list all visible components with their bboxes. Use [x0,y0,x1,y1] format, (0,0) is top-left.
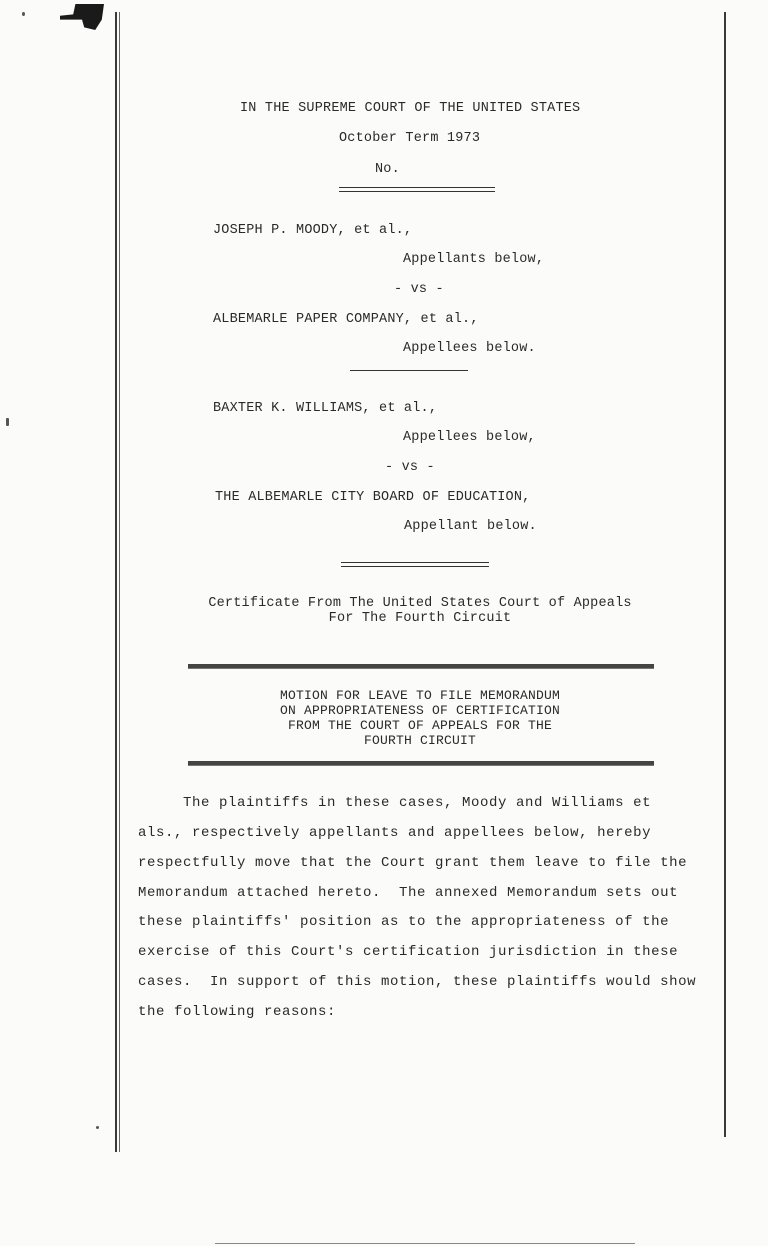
case1-party2: ALBEMARLE PAPER COMPANY, et al., [213,312,479,327]
case2-role1: Appellees below, [403,430,536,445]
case1-party1: JOSEPH P. MOODY, et al., [213,223,413,238]
body-line: the following reasons: [138,1004,337,1020]
case1-role2: Appellees below. [403,341,536,356]
case2-party1: BAXTER K. WILLIAMS, et al., [213,401,438,416]
case2-party2: THE ALBEMARLE CITY BOARD OF EDUCATION, [215,490,531,505]
header-double-rule [339,187,495,192]
scan-speck [6,418,9,426]
left-margin-line [115,12,117,1152]
title-bottom-rule [188,761,654,766]
case-separator-rule [350,370,468,371]
term-line: October Term 1973 [339,131,481,146]
case2-vs: - vs - [385,460,435,475]
right-margin-line [724,12,726,1137]
case1-role1: Appellants below, [403,252,545,267]
body-line: exercise of this Court's certification jurisdiction in these [138,944,679,960]
scan-speck [96,1126,99,1129]
case1-vs: - vs - [394,282,444,297]
cases-double-rule [341,562,489,567]
bottom-edge-line [215,1243,635,1244]
docket-number: No. [375,162,400,177]
certificate-line1: Certificate From The United States Court of Appeals [208,596,632,611]
body-line: als., respectively appellants and appellees below, hereby [138,825,652,841]
body-line: The plaintiffs in these cases, Moody and Williams et [138,795,652,811]
body-line: Memorandum attached hereto. The annexed Memorandum sets out [138,885,679,901]
motion-title-line4: FOURTH CIRCUIT [363,733,477,748]
body-line: cases. In support of this motion, these plaintiffs would show [138,974,697,990]
body-line: these plaintiffs' position as to the appropriateness of the [138,914,670,930]
scan-speck [22,12,25,16]
title-top-rule [188,664,654,669]
motion-title-line1: MOTION FOR LEAVE TO FILE MEMORANDUM [279,688,561,703]
case2-role2: Appellant below. [404,519,537,534]
certificate-line2: For The Fourth Circuit [328,611,512,626]
court-heading: IN THE SUPREME COURT OF THE UNITED STATES [240,101,581,116]
left-margin-line [119,12,120,1152]
body-line: respectfully move that the Court grant them leave to file the [138,855,688,871]
motion-title-line2: ON APPROPRIATENESS OF CERTIFICATION [279,703,561,718]
ink-blot [60,4,104,30]
motion-title-line3: FROM THE COURT OF APPEALS FOR THE [287,718,553,733]
